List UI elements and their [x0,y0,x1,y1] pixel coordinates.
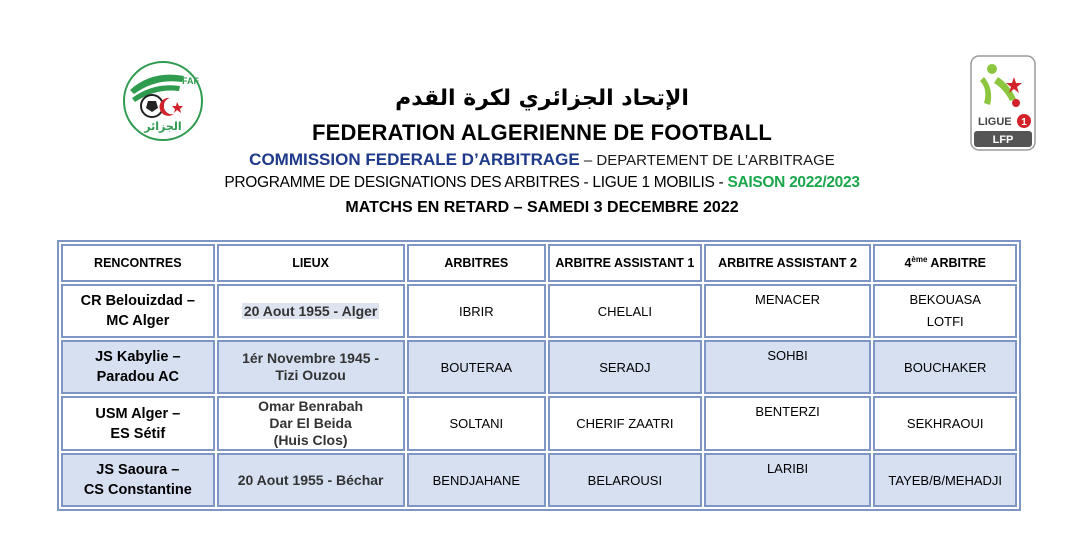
fourth-referee-line1: BEKOUASA [909,292,981,307]
referee-cell: IBRIR [407,284,546,338]
table-row [61,284,1017,338]
fourth-referee-cell: BOUCHAKER [873,340,1017,394]
faf-logo-text: FAF [182,76,199,86]
lfp-number-text: 1 [1021,117,1027,128]
arabic-title: الإتحاد الجزائري لكرة القدم [395,86,689,111]
venue-line: 20 Aout 1955 - Alger [243,302,378,319]
header-4th-referee [873,244,1017,282]
assistant2-cell: LARIBI [704,453,872,507]
assistant2-cell: BENTERZI [704,396,872,451]
faf-logo-arabic: الجزائر [144,120,182,133]
federation-title: FEDERATION ALGERIENNE DE FOOTBALL [311,120,773,145]
header-assistant-1: ARBITRE ASSISTANT 1 [548,244,702,282]
venue-line: Omar Benrabah [258,398,364,414]
matches-title: MATCHS EN RETARD – SAMEDI 3 DECEMBRE 2022 [345,199,739,216]
programme-text: PROGRAMME DE DESIGNATIONS DES ARBITRES - LIGUE 1 MOBILIS - [224,174,728,191]
venue-line: 1ér Novembre 1945 - [242,350,380,366]
programme-line [0,174,1084,192]
venue-cell [217,340,405,394]
match-cell [61,453,215,507]
match-cell [61,340,215,394]
header-lieux: LIEUX [217,244,405,282]
table-header-row [61,244,1017,282]
fourth-referee-line2: LOTFI [926,314,964,329]
away-team: MC Alger [106,313,170,329]
away-team: CS Constantine [83,482,192,498]
header-4th-num: 4 [904,256,912,271]
header-arbitres: ARBITRES [407,244,546,282]
header-4th-rest: ARBITRE [927,256,986,271]
assistant1-cell: CHERIF ZAATRI [548,396,702,451]
venue-cell [217,396,405,451]
venue-line: Tizi Ouzou [275,367,346,383]
venue-cell [217,453,405,507]
lfp-ligue-text: LIGUE [978,116,1012,128]
venue-line: (Huis Clos) [273,432,348,448]
assistant2-cell: MENACER [704,284,872,338]
season-text: SAISON 2022/2023 [727,174,860,191]
match-cell [61,284,215,338]
designations-table [57,240,1021,511]
assistant1-cell: BELAROUSI [548,453,702,507]
assistant2-cell: SOHBI [704,340,872,394]
home-team: JS Kabylie – [95,349,181,365]
table-row [61,396,1017,451]
header-4th-sup: ème [911,255,928,265]
commission-name: COMMISSION FEDERALE D’ARBITRAGE [249,150,580,169]
lfp-abbr-text: LFP [992,134,1014,146]
away-team: ES Sétif [110,425,166,442]
away-team: Paradou AC [96,369,180,385]
header-assistant-2: ARBITRE ASSISTANT 2 [704,244,872,282]
assistant1-cell: CHELALI [548,284,702,338]
home-team: CR Belouizdad – [80,293,195,309]
assistant1-cell: SERADJ [548,340,702,394]
commission-line [0,150,1084,170]
venue-line: Dar El Beida [269,415,352,431]
table-row [61,340,1017,394]
match-cell [61,396,215,451]
home-team: JS Saoura – [96,462,180,478]
venue-line: 20 Aout 1955 - Béchar [237,471,384,488]
table-row [61,453,1017,507]
fourth-referee-cell: SEKHRAOUI [873,396,1017,451]
header-rencontres: RENCONTRES [61,244,215,282]
referee-cell: BOUTERAA [407,340,546,394]
home-team: USM Alger – [95,405,181,422]
fourth-referee-cell: TAYEB/B/MEHADJI [873,453,1017,507]
department-name: – DEPARTEMENT DE L’ARBITRAGE [579,152,835,169]
fourth-referee-cell [873,284,1017,338]
referee-cell: BENDJAHANE [407,453,546,507]
venue-cell [217,284,405,338]
referee-cell: SOLTANI [407,396,546,451]
